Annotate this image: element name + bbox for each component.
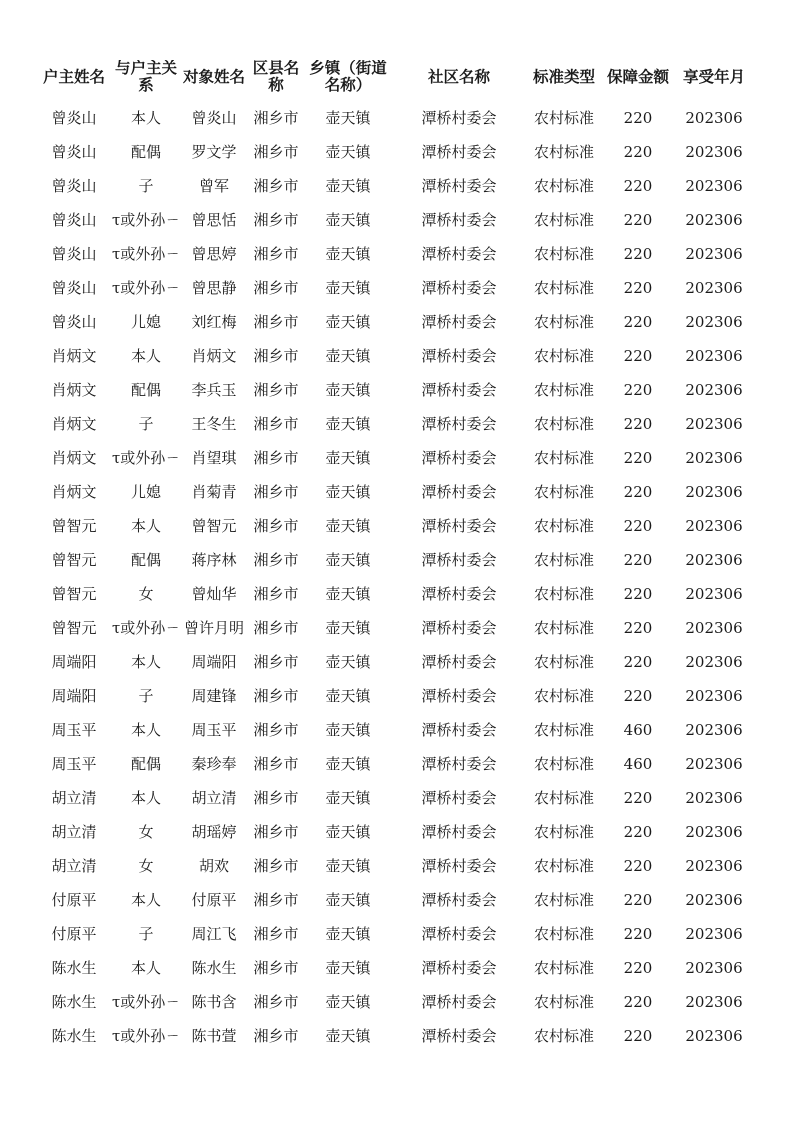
amount-cell: 220 <box>623 585 653 603</box>
amount-cell: 220 <box>623 109 653 127</box>
relation-cell: 本人 <box>130 653 161 671</box>
county-cell: 湘乡市 <box>253 143 299 161</box>
county-cell: 湘乡市 <box>253 993 299 1011</box>
town-cell: 壶天镇 <box>325 959 371 977</box>
standard-type-cell: 农村标准 <box>533 211 594 229</box>
county-cell: 湘乡市 <box>253 449 299 467</box>
standard-type-cell: 农村标准 <box>533 857 594 875</box>
standard-type-cell: 农村标准 <box>533 891 594 909</box>
amount-cell: 220 <box>623 687 653 705</box>
year-month-cell: 202306 <box>685 347 743 365</box>
standard-type-cell: 农村标准 <box>533 993 594 1011</box>
year-month-cell: 202306 <box>685 755 743 773</box>
year-month-cell: 202306 <box>685 177 743 195</box>
community-cell: 潭桥村委会 <box>421 313 497 331</box>
header-town: 乡镇（街道名称） <box>309 60 387 94</box>
town-cell: 壶天镇 <box>325 551 371 569</box>
community-cell: 潭桥村委会 <box>421 687 497 705</box>
table-row <box>0 101 793 135</box>
community-cell: 潭桥村委会 <box>421 517 497 535</box>
community-cell: 潭桥村委会 <box>421 279 497 297</box>
recipient-name-cell: 胡立清 <box>191 789 237 807</box>
header-county: 区县名称 <box>252 60 300 94</box>
relation-cell: τ或外孙ㄧ <box>112 245 180 263</box>
householder-name-cell: 周端阳 <box>51 653 97 671</box>
town-cell: 壶天镇 <box>325 891 371 909</box>
town-cell: 壶天镇 <box>325 517 371 535</box>
community-cell: 潭桥村委会 <box>421 619 497 637</box>
table-row <box>0 645 793 679</box>
town-cell: 壶天镇 <box>325 823 371 841</box>
year-month-cell: 202306 <box>685 245 743 263</box>
county-cell: 湘乡市 <box>253 585 299 603</box>
relation-cell: τ或外孙ㄧ <box>112 1027 180 1045</box>
header-year-month: 享受年月 <box>682 68 745 86</box>
county-cell: 湘乡市 <box>253 857 299 875</box>
amount-cell: 460 <box>623 755 653 773</box>
recipient-name-cell: 曾思恬 <box>191 211 237 229</box>
householder-name-cell: 陈水生 <box>51 1027 97 1045</box>
table-row <box>0 1019 793 1053</box>
table-row <box>0 849 793 883</box>
header-recipient-name: 对象姓名 <box>182 68 245 86</box>
relation-cell: τ或外孙ㄧ <box>112 279 180 297</box>
community-cell: 潭桥村委会 <box>421 891 497 909</box>
relation-cell: 配偶 <box>130 381 161 399</box>
householder-name-cell: 曾炎山 <box>51 143 97 161</box>
town-cell: 壶天镇 <box>325 245 371 263</box>
relation-cell: 子 <box>138 415 154 433</box>
recipient-name-cell: 付原平 <box>191 891 237 909</box>
year-month-cell: 202306 <box>685 415 743 433</box>
standard-type-cell: 农村标准 <box>533 381 594 399</box>
householder-name-cell: 曾炎山 <box>51 211 97 229</box>
amount-cell: 220 <box>623 449 653 467</box>
householder-name-cell: 周玉平 <box>51 721 97 739</box>
householder-name-cell: 肖炳文 <box>51 449 97 467</box>
recipient-name-cell: 肖菊青 <box>191 483 237 501</box>
recipient-name-cell: 秦珍奉 <box>191 755 237 773</box>
town-cell: 壶天镇 <box>325 993 371 1011</box>
recipient-name-cell: 曾思静 <box>191 279 237 297</box>
standard-type-cell: 农村标准 <box>533 585 594 603</box>
town-cell: 壶天镇 <box>325 789 371 807</box>
year-month-cell: 202306 <box>685 313 743 331</box>
community-cell: 潭桥村委会 <box>421 993 497 1011</box>
standard-type-cell: 农村标准 <box>533 483 594 501</box>
relation-cell: τ或外孙ㄧ <box>112 993 180 1011</box>
amount-cell: 220 <box>623 517 653 535</box>
standard-type-cell: 农村标准 <box>533 755 594 773</box>
town-cell: 壶天镇 <box>325 585 371 603</box>
table-row <box>0 985 793 1019</box>
county-cell: 湘乡市 <box>253 381 299 399</box>
relation-cell: 本人 <box>130 959 161 977</box>
year-month-cell: 202306 <box>685 891 743 909</box>
recipient-name-cell: 周建锋 <box>191 687 237 705</box>
year-month-cell: 202306 <box>685 381 743 399</box>
county-cell: 湘乡市 <box>253 279 299 297</box>
community-cell: 潭桥村委会 <box>421 177 497 195</box>
table-row <box>0 237 793 271</box>
town-cell: 壶天镇 <box>325 619 371 637</box>
table-row <box>0 883 793 917</box>
community-cell: 潭桥村委会 <box>421 245 497 263</box>
standard-type-cell: 农村标准 <box>533 347 594 365</box>
amount-cell: 220 <box>623 959 653 977</box>
amount-cell: 220 <box>623 347 653 365</box>
county-cell: 湘乡市 <box>253 415 299 433</box>
relation-cell: 本人 <box>130 347 161 365</box>
community-cell: 潭桥村委会 <box>421 1027 497 1045</box>
householder-name-cell: 曾智元 <box>51 619 97 637</box>
recipient-name-cell: 刘红梅 <box>191 313 237 331</box>
recipient-name-cell: 陈书萱 <box>191 1027 237 1045</box>
recipient-name-cell: 王冬生 <box>191 415 237 433</box>
householder-name-cell: 肖炳文 <box>51 415 97 433</box>
amount-cell: 220 <box>623 245 653 263</box>
year-month-cell: 202306 <box>685 1027 743 1045</box>
standard-type-cell: 农村标准 <box>533 721 594 739</box>
recipient-name-cell: 肖炳文 <box>191 347 237 365</box>
community-cell: 潭桥村委会 <box>421 551 497 569</box>
year-month-cell: 202306 <box>685 551 743 569</box>
relation-cell: 本人 <box>130 517 161 535</box>
town-cell: 壶天镇 <box>325 347 371 365</box>
recipient-name-cell: 胡瑶婷 <box>191 823 237 841</box>
standard-type-cell: 农村标准 <box>533 959 594 977</box>
community-cell: 潭桥村委会 <box>421 585 497 603</box>
relation-cell: 配偶 <box>130 143 161 161</box>
county-cell: 湘乡市 <box>253 313 299 331</box>
householder-name-cell: 肖炳文 <box>51 381 97 399</box>
relation-cell: 配偶 <box>130 755 161 773</box>
town-cell: 壶天镇 <box>325 143 371 161</box>
town-cell: 壶天镇 <box>325 755 371 773</box>
relation-cell: 本人 <box>130 109 161 127</box>
standard-type-cell: 农村标准 <box>533 109 594 127</box>
householder-name-cell: 陈水生 <box>51 959 97 977</box>
county-cell: 湘乡市 <box>253 721 299 739</box>
amount-cell: 220 <box>623 177 653 195</box>
standard-type-cell: 农村标准 <box>533 449 594 467</box>
householder-name-cell: 胡立清 <box>51 823 97 841</box>
table-row <box>0 917 793 951</box>
amount-cell: 220 <box>623 381 653 399</box>
table-row <box>0 611 793 645</box>
table-row <box>0 203 793 237</box>
relation-cell: τ或外孙ㄧ <box>112 211 180 229</box>
year-month-cell: 202306 <box>685 857 743 875</box>
year-month-cell: 202306 <box>685 109 743 127</box>
community-cell: 潭桥村委会 <box>421 449 497 467</box>
community-cell: 潭桥村委会 <box>421 755 497 773</box>
relation-cell: 女 <box>138 857 154 875</box>
relation-cell: 子 <box>138 177 154 195</box>
relation-cell: τ或外孙ㄧ <box>112 449 180 467</box>
amount-cell: 220 <box>623 483 653 501</box>
community-cell: 潭桥村委会 <box>421 823 497 841</box>
year-month-cell: 202306 <box>685 211 743 229</box>
town-cell: 壶天镇 <box>325 109 371 127</box>
table-row <box>0 747 793 781</box>
relation-cell: 子 <box>138 687 154 705</box>
amount-cell: 220 <box>623 653 653 671</box>
community-cell: 潭桥村委会 <box>421 211 497 229</box>
amount-cell: 220 <box>623 925 653 943</box>
householder-name-cell: 陈水生 <box>51 993 97 1011</box>
householder-name-cell: 曾炎山 <box>51 245 97 263</box>
year-month-cell: 202306 <box>685 687 743 705</box>
relation-cell: 子 <box>138 925 154 943</box>
recipient-name-cell: 蒋序林 <box>191 551 237 569</box>
year-month-cell: 202306 <box>685 619 743 637</box>
recipient-name-cell: 陈书含 <box>191 993 237 1011</box>
amount-cell: 220 <box>623 313 653 331</box>
town-cell: 壶天镇 <box>325 449 371 467</box>
county-cell: 湘乡市 <box>253 109 299 127</box>
recipient-name-cell: 罗文学 <box>191 143 237 161</box>
amount-cell: 220 <box>623 551 653 569</box>
town-cell: 壶天镇 <box>325 925 371 943</box>
relation-cell: 本人 <box>130 789 161 807</box>
amount-cell: 220 <box>623 857 653 875</box>
standard-type-cell: 农村标准 <box>533 653 594 671</box>
year-month-cell: 202306 <box>685 279 743 297</box>
header-householder-name: 户主姓名 <box>42 68 105 86</box>
county-cell: 湘乡市 <box>253 1027 299 1045</box>
amount-cell: 460 <box>623 721 653 739</box>
householder-name-cell: 胡立清 <box>51 857 97 875</box>
county-cell: 湘乡市 <box>253 551 299 569</box>
community-cell: 潭桥村委会 <box>421 721 497 739</box>
householder-name-cell: 周玉平 <box>51 755 97 773</box>
amount-cell: 220 <box>623 1027 653 1045</box>
year-month-cell: 202306 <box>685 483 743 501</box>
year-month-cell: 202306 <box>685 449 743 467</box>
table-row <box>0 339 793 373</box>
county-cell: 湘乡市 <box>253 483 299 501</box>
county-cell: 湘乡市 <box>253 177 299 195</box>
header-amount: 保障金额 <box>606 68 669 86</box>
householder-name-cell: 付原平 <box>51 925 97 943</box>
county-cell: 湘乡市 <box>253 347 299 365</box>
year-month-cell: 202306 <box>685 143 743 161</box>
standard-type-cell: 农村标准 <box>533 823 594 841</box>
recipient-name-cell: 陈水生 <box>191 959 237 977</box>
recipient-name-cell: 肖望琪 <box>191 449 237 467</box>
town-cell: 壶天镇 <box>325 279 371 297</box>
recipient-name-cell: 周端阳 <box>191 653 237 671</box>
table-row <box>0 713 793 747</box>
recipient-name-cell: 曾智元 <box>191 517 237 535</box>
town-cell: 壶天镇 <box>325 211 371 229</box>
householder-name-cell: 曾炎山 <box>51 177 97 195</box>
header-relation: 与户主关系 <box>114 60 177 94</box>
standard-type-cell: 农村标准 <box>533 687 594 705</box>
county-cell: 湘乡市 <box>253 517 299 535</box>
relation-cell: 本人 <box>130 891 161 909</box>
standard-type-cell: 农村标准 <box>533 279 594 297</box>
standard-type-cell: 农村标准 <box>533 619 594 637</box>
county-cell: 湘乡市 <box>253 755 299 773</box>
standard-type-cell: 农村标准 <box>533 551 594 569</box>
standard-type-cell: 农村标准 <box>533 925 594 943</box>
relation-cell: 女 <box>138 585 154 603</box>
table-row <box>0 475 793 509</box>
town-cell: 壶天镇 <box>325 381 371 399</box>
community-cell: 潭桥村委会 <box>421 381 497 399</box>
recipient-name-cell: 曾灿华 <box>191 585 237 603</box>
town-cell: 壶天镇 <box>325 721 371 739</box>
standard-type-cell: 农村标准 <box>533 143 594 161</box>
town-cell: 壶天镇 <box>325 177 371 195</box>
relation-cell: 儿媳 <box>130 313 161 331</box>
table-row <box>0 577 793 611</box>
relation-cell: τ或外孙ㄧ <box>112 619 180 637</box>
standard-type-cell: 农村标准 <box>533 245 594 263</box>
amount-cell: 220 <box>623 789 653 807</box>
table-row <box>0 815 793 849</box>
table-row <box>0 407 793 441</box>
relation-cell: 本人 <box>130 721 161 739</box>
town-cell: 壶天镇 <box>325 857 371 875</box>
relation-cell: 儿媳 <box>130 483 161 501</box>
householder-name-cell: 曾智元 <box>51 517 97 535</box>
year-month-cell: 202306 <box>685 925 743 943</box>
county-cell: 湘乡市 <box>253 211 299 229</box>
amount-cell: 220 <box>623 211 653 229</box>
town-cell: 壶天镇 <box>325 653 371 671</box>
town-cell: 壶天镇 <box>325 415 371 433</box>
recipient-name-cell: 胡欢 <box>198 857 229 875</box>
householder-name-cell: 曾智元 <box>51 585 97 603</box>
relation-cell: 配偶 <box>130 551 161 569</box>
year-month-cell: 202306 <box>685 959 743 977</box>
amount-cell: 220 <box>623 415 653 433</box>
community-cell: 潭桥村委会 <box>421 653 497 671</box>
table-row <box>0 305 793 339</box>
table-row <box>0 679 793 713</box>
table-row <box>0 135 793 169</box>
community-cell: 潭桥村委会 <box>421 347 497 365</box>
householder-name-cell: 肖炳文 <box>51 483 97 501</box>
community-cell: 潭桥村委会 <box>421 483 497 501</box>
county-cell: 湘乡市 <box>253 789 299 807</box>
recipient-name-cell: 周江飞 <box>191 925 237 943</box>
standard-type-cell: 农村标准 <box>533 517 594 535</box>
standard-type-cell: 农村标准 <box>533 1027 594 1045</box>
table-row <box>0 543 793 577</box>
town-cell: 壶天镇 <box>325 687 371 705</box>
year-month-cell: 202306 <box>685 585 743 603</box>
table-row <box>0 271 793 305</box>
town-cell: 壶天镇 <box>325 1027 371 1045</box>
standard-type-cell: 农村标准 <box>533 415 594 433</box>
county-cell: 湘乡市 <box>253 959 299 977</box>
recipient-name-cell: 曾许月明 <box>183 619 244 637</box>
header-standard-type: 标准类型 <box>532 68 595 86</box>
table-row <box>0 781 793 815</box>
standard-type-cell: 农村标准 <box>533 313 594 331</box>
householder-name-cell: 肖炳文 <box>51 347 97 365</box>
community-cell: 潭桥村委会 <box>421 959 497 977</box>
householder-name-cell: 曾炎山 <box>51 109 97 127</box>
year-month-cell: 202306 <box>685 993 743 1011</box>
community-cell: 潭桥村委会 <box>421 925 497 943</box>
amount-cell: 220 <box>623 619 653 637</box>
householder-name-cell: 付原平 <box>51 891 97 909</box>
amount-cell: 220 <box>623 823 653 841</box>
community-cell: 潭桥村委会 <box>421 415 497 433</box>
recipient-name-cell: 李兵玉 <box>191 381 237 399</box>
recipient-name-cell: 曾炎山 <box>191 109 237 127</box>
community-cell: 潭桥村委会 <box>421 857 497 875</box>
table-header-row <box>0 60 793 94</box>
county-cell: 湘乡市 <box>253 619 299 637</box>
county-cell: 湘乡市 <box>253 925 299 943</box>
recipient-name-cell: 曾军 <box>198 177 229 195</box>
community-cell: 潭桥村委会 <box>421 109 497 127</box>
table-row <box>0 441 793 475</box>
county-cell: 湘乡市 <box>253 245 299 263</box>
standard-type-cell: 农村标准 <box>533 789 594 807</box>
amount-cell: 220 <box>623 891 653 909</box>
table-row <box>0 951 793 985</box>
county-cell: 湘乡市 <box>253 653 299 671</box>
county-cell: 湘乡市 <box>253 823 299 841</box>
amount-cell: 220 <box>623 143 653 161</box>
householder-name-cell: 曾炎山 <box>51 279 97 297</box>
householder-name-cell: 周端阳 <box>51 687 97 705</box>
year-month-cell: 202306 <box>685 789 743 807</box>
county-cell: 湘乡市 <box>253 891 299 909</box>
householder-name-cell: 胡立清 <box>51 789 97 807</box>
town-cell: 壶天镇 <box>325 313 371 331</box>
year-month-cell: 202306 <box>685 721 743 739</box>
householder-name-cell: 曾智元 <box>51 551 97 569</box>
table-row <box>0 373 793 407</box>
year-month-cell: 202306 <box>685 823 743 841</box>
year-month-cell: 202306 <box>685 653 743 671</box>
community-cell: 潭桥村委会 <box>421 143 497 161</box>
table-row <box>0 169 793 203</box>
header-community: 社区名称 <box>427 68 490 86</box>
county-cell: 湘乡市 <box>253 687 299 705</box>
town-cell: 壶天镇 <box>325 483 371 501</box>
year-month-cell: 202306 <box>685 517 743 535</box>
householder-name-cell: 曾炎山 <box>51 313 97 331</box>
amount-cell: 220 <box>623 279 653 297</box>
standard-type-cell: 农村标准 <box>533 177 594 195</box>
amount-cell: 220 <box>623 993 653 1011</box>
recipient-name-cell: 曾思婷 <box>191 245 237 263</box>
table-row <box>0 509 793 543</box>
community-cell: 潭桥村委会 <box>421 789 497 807</box>
relation-cell: 女 <box>138 823 154 841</box>
recipient-name-cell: 周玉平 <box>191 721 237 739</box>
